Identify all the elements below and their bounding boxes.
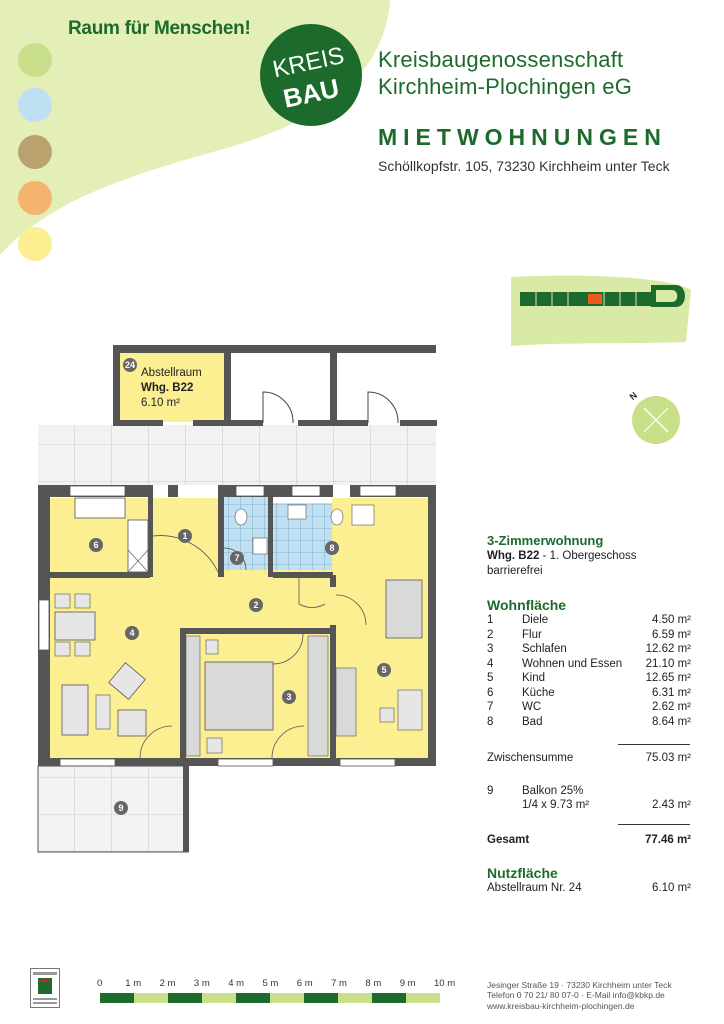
property-address: Schöllkopfstr. 105, 73230 Kirchheim unter Teck <box>378 158 670 174</box>
color-dot-4 <box>18 181 52 215</box>
room-label: Bad <box>522 715 543 728</box>
room-area-row <box>487 629 691 643</box>
total-label: Gesamt <box>487 834 530 846</box>
storage-title: Abstellraum <box>141 367 202 379</box>
room-area: 6.59 m² <box>652 628 691 641</box>
scale-label: 7 m <box>331 978 347 989</box>
room-area-row <box>487 658 691 672</box>
scale-label: 5 m <box>262 978 279 989</box>
room-tag-3: 3 <box>282 690 296 704</box>
subtotal-rule <box>618 744 690 745</box>
balcony-row <box>487 785 691 799</box>
apartment-unit-line <box>487 550 637 562</box>
scale-segment <box>270 993 304 1003</box>
room-area: 2.62 m² <box>652 701 691 713</box>
room-area-row <box>487 701 691 715</box>
room-label: WC <box>522 701 542 713</box>
logo-text-2: BAU <box>280 72 342 114</box>
room-label: Kind <box>522 672 546 684</box>
room-label: Wohnen und Essen <box>522 657 623 670</box>
room-area-row <box>487 643 691 657</box>
room-area: 4.50 m² <box>652 614 691 626</box>
award-seal <box>30 968 60 1008</box>
scale-label: 6 m <box>296 978 313 989</box>
apartment-floor: - 1. Obergeschoss <box>539 550 637 562</box>
room-tag-24: 24 <box>124 360 135 370</box>
storage-area: 6.10 m² <box>141 397 180 409</box>
room-area: 6.31 m² <box>652 686 691 699</box>
slogan: Raum für Menschen! <box>68 18 251 39</box>
room-tag-7: 7 <box>230 551 244 565</box>
apartment-type: 3-Zimmerwohnung <box>487 533 604 548</box>
subtotal-label: Zwischensumme <box>487 752 574 764</box>
scale-segment <box>338 993 372 1003</box>
scale-segment <box>304 993 338 1003</box>
apartment-unit: Whg. B22 <box>487 550 540 562</box>
room-area-row <box>487 672 691 686</box>
balcony-calc: 1/4 x 9.73 m² <box>522 799 590 811</box>
nutzflaeche-value: 6.10 m² <box>652 882 691 894</box>
scale-label: 10 m <box>434 978 456 989</box>
room-number: 8 <box>487 715 494 728</box>
scale-segment <box>134 993 168 1003</box>
room-area-row <box>487 614 691 628</box>
apartment-access: barrierefrei <box>487 565 543 577</box>
room-area-row <box>487 716 691 730</box>
scale-segment <box>372 993 406 1003</box>
room-label: Schlafen <box>522 643 567 655</box>
scale-label: 0 <box>97 978 103 989</box>
headline: MIETWOHNUNGEN <box>378 124 667 150</box>
color-dot-5 <box>18 227 52 261</box>
scale-segment <box>202 993 236 1003</box>
footer-line2: Telefon 0 70 21/ 80 07-0 · E-Mail info@kbkp.de <box>487 990 665 1000</box>
kreisbau-logo <box>258 22 364 128</box>
room-number: 4 <box>487 657 494 670</box>
footer-line3: www.kreisbau-kirchheim-plochingen.de <box>487 1001 635 1011</box>
room-area-row <box>487 687 691 701</box>
room-tag-4: 4 <box>125 626 139 640</box>
room-number: 3 <box>487 643 494 655</box>
nutzflaeche-title: Nutzfläche <box>487 865 558 881</box>
room-area: 8.64 m² <box>652 715 691 728</box>
room-number: 2 <box>487 628 494 641</box>
color-dot-1 <box>18 43 52 77</box>
scale-label: 9 m <box>399 978 416 989</box>
room-number: 5 <box>487 672 494 684</box>
room-number: 7 <box>487 701 494 713</box>
room-label: Küche <box>522 686 555 699</box>
footer-line1: Jesinger Straße 19 · 73230 Kirchheim unter Teck <box>487 980 672 990</box>
subtotal-value: 75.03 m² <box>645 752 691 764</box>
color-dot-3 <box>18 135 52 169</box>
room-label: Diele <box>522 614 549 626</box>
room-tag-9: 9 <box>114 801 128 815</box>
balcony-calc-row <box>487 799 691 813</box>
room-area: 12.65 m² <box>645 672 691 684</box>
balcony-label: Balkon 25% <box>522 785 584 797</box>
compass-letter: N <box>627 390 639 402</box>
site-plan-map <box>506 272 696 352</box>
storage-unit: Whg. B22 <box>141 382 194 394</box>
room-tag-1: 1 <box>178 529 192 543</box>
balcony-no: 9 <box>487 785 494 797</box>
total-row <box>487 834 691 848</box>
scale-segment <box>406 993 440 1003</box>
subtotal-row <box>487 752 691 766</box>
room-tag-6: 6 <box>89 538 103 552</box>
company-name-line1: Kreisbaugenossenschaft <box>378 47 624 72</box>
nutzflaeche-row <box>487 882 691 896</box>
company-name-line2: Kirchheim-Plochingen eG <box>378 74 633 99</box>
floor-plan <box>0 340 450 860</box>
room-tag-2: 2 <box>249 598 263 612</box>
color-dot-2 <box>18 88 52 122</box>
logo-text-1: KREIS <box>270 41 347 84</box>
scale-bar <box>100 993 440 1005</box>
scale-segment <box>236 993 270 1003</box>
scale-label: 1 m <box>125 978 142 989</box>
room-area: 12.62 m² <box>645 643 691 655</box>
room-tag-8: 8 <box>325 541 339 555</box>
room-number: 6 <box>487 686 494 699</box>
scale-label: 2 m <box>159 978 176 989</box>
scale-label: 8 m <box>365 978 382 989</box>
room-number: 1 <box>487 614 494 626</box>
total-value: 77.46 m² <box>644 834 691 846</box>
balcony-value: 2.43 m² <box>652 799 691 811</box>
scale-segment <box>100 993 134 1003</box>
room-area: 21.10 m² <box>645 657 691 670</box>
scale-label: 3 m <box>193 978 210 989</box>
scale-label: 4 m <box>228 978 245 989</box>
scale-segment <box>168 993 202 1003</box>
nutzflaeche-label: Abstellraum Nr. 24 <box>487 882 582 894</box>
room-tag-5: 5 <box>377 663 391 677</box>
wohnflaeche-title: Wohnfläche <box>487 597 567 613</box>
total-rule <box>618 824 690 825</box>
room-label: Flur <box>522 628 542 641</box>
